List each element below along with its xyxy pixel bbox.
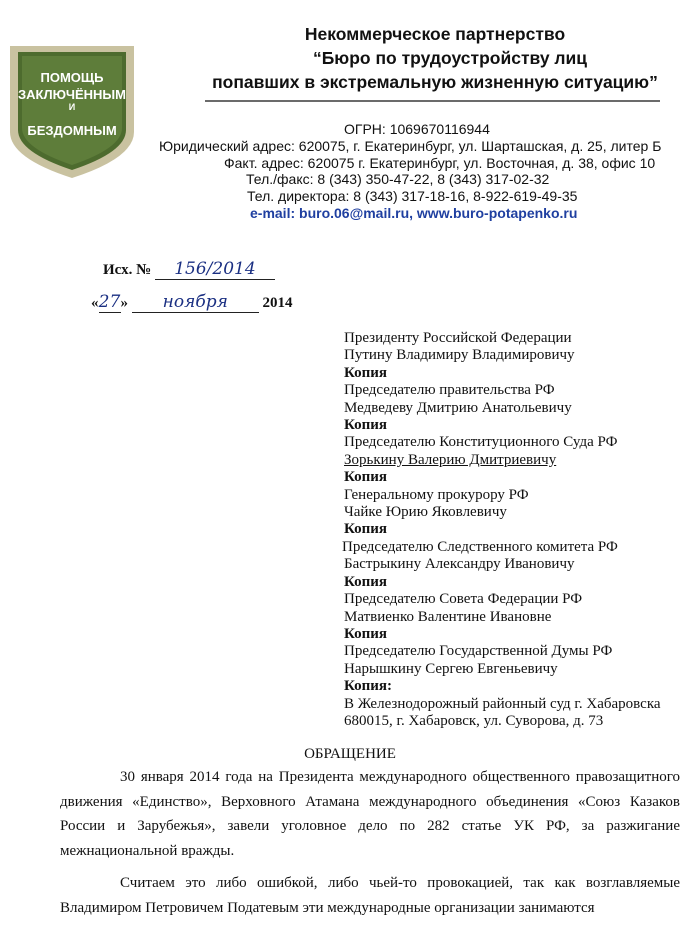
addressee-line: Председателю Конституционного Суда РФ <box>344 434 618 451</box>
addressee-line: Медведеву Дмитрию Анатольевичу <box>344 399 572 416</box>
header-divider <box>205 100 660 102</box>
addressee-line: Матвиенко Валентине Ивановне <box>344 608 552 625</box>
addressee-line: Генеральному прокурору РФ <box>344 486 529 503</box>
addressee-line: Председателю Государственной Думы РФ <box>344 643 613 660</box>
addressee-line: Бастрыкину Александру Ивановичу <box>344 556 575 573</box>
addressee-line: Путину Владимиру Владимировичу <box>344 347 575 364</box>
org-name-line2: “Бюро по трудоустройству лиц <box>312 48 588 68</box>
logo-text-line2: ЗАКЛЮЧЁННЫМ <box>18 87 126 102</box>
date-year: 2014 <box>262 295 293 311</box>
email-and-website: e-mail: buro.06@mail.ru, www.buro-potapenko.ru <box>250 204 578 221</box>
addressee-line: Председателю Следственного комитета РФ <box>342 538 618 555</box>
logo-text-line3: И <box>68 102 76 112</box>
copy-label: Копия <box>344 417 388 434</box>
date-month: ноября <box>132 292 259 313</box>
addressee-line: Зорькину Валерию Дмитриевичу <box>344 451 557 468</box>
copy-label: Копия <box>344 521 388 538</box>
copy-label: Копия <box>344 469 388 486</box>
body-paragraph: 30 января 2014 года на Президента международного общественного правозащитного движения «Единство», Верховного Атамана международного объединения «Союз Казаков России и Зарубежья», завели уголовное дело по 282 статье УК РФ, за разжигание межнациональной вражды. <box>60 769 680 859</box>
date-day: 27 <box>98 292 121 312</box>
outgoing-date <box>91 292 293 313</box>
document-body <box>60 765 680 928</box>
copy-label: Копия <box>344 625 388 642</box>
outgoing-number <box>103 259 275 280</box>
ogrn: ОГРН: 1069670116944 <box>344 121 490 137</box>
date-quote-close: » <box>120 295 128 311</box>
addressee-line: Чайке Юрию Яковлевичу <box>344 504 507 521</box>
org-name-line1: Некоммерческое партнерство <box>304 24 566 44</box>
copy-label: Копия <box>344 573 388 590</box>
organization-logo <box>6 40 138 180</box>
org-name-line3: попавших в экстремальную жизненную ситуацию” <box>212 72 658 92</box>
addressee-block <box>344 330 694 730</box>
legal-address: Юридический адрес: 620075, г. Екатеринбург, ул. Шарташская, д. 25, литер Б <box>159 137 662 154</box>
addressee-line: Президенту Российской Федерации <box>344 330 572 346</box>
logo-text-line4: БЕЗДОМНЫМ <box>27 123 117 138</box>
addressee-line: 680015, г. Хабаровск, ул. Суворова, д. 73 <box>344 712 604 729</box>
logo-text-line1: ПОМОЩЬ <box>40 70 104 85</box>
organization-name <box>190 22 680 94</box>
director-phone: Тел. директора: 8 (343) 317-18-16, 8-922-619-49-35 <box>247 188 578 205</box>
document-title: ОБРАЩЕНИЕ <box>304 746 396 762</box>
addressee-line: Нарышкину Сергею Евгеньевичу <box>344 660 558 677</box>
outgoing-number-value: 156/2014 <box>155 259 275 280</box>
outgoing-number-label: Исх. № <box>103 262 152 278</box>
copy-label: Копия: <box>344 678 393 695</box>
actual-address: Факт. адрес: 620075 г. Екатеринбург, ул. Восточная, д. 38, офис 10 <box>224 154 656 171</box>
body-paragraph: Считаем это либо ошибкой, либо чьей-то провокацией, так как возглавляемые Владимиром Петровичем Податевым эти международные организации занимаются <box>60 875 680 916</box>
phone-fax: Тел./факс: 8 (343) 350-47-22, 8 (343) 317-02-32 <box>246 171 550 188</box>
organization-contacts <box>150 121 700 222</box>
copy-label: Копия <box>344 364 388 381</box>
addressee-line: Председателю правительства РФ <box>344 382 555 399</box>
addressee-line: В Железнодорожный районный суд г. Хабаровска <box>344 695 661 712</box>
addressee-line: Председателю Совета Федерации РФ <box>344 591 583 608</box>
date-quote-open: « <box>91 295 99 311</box>
